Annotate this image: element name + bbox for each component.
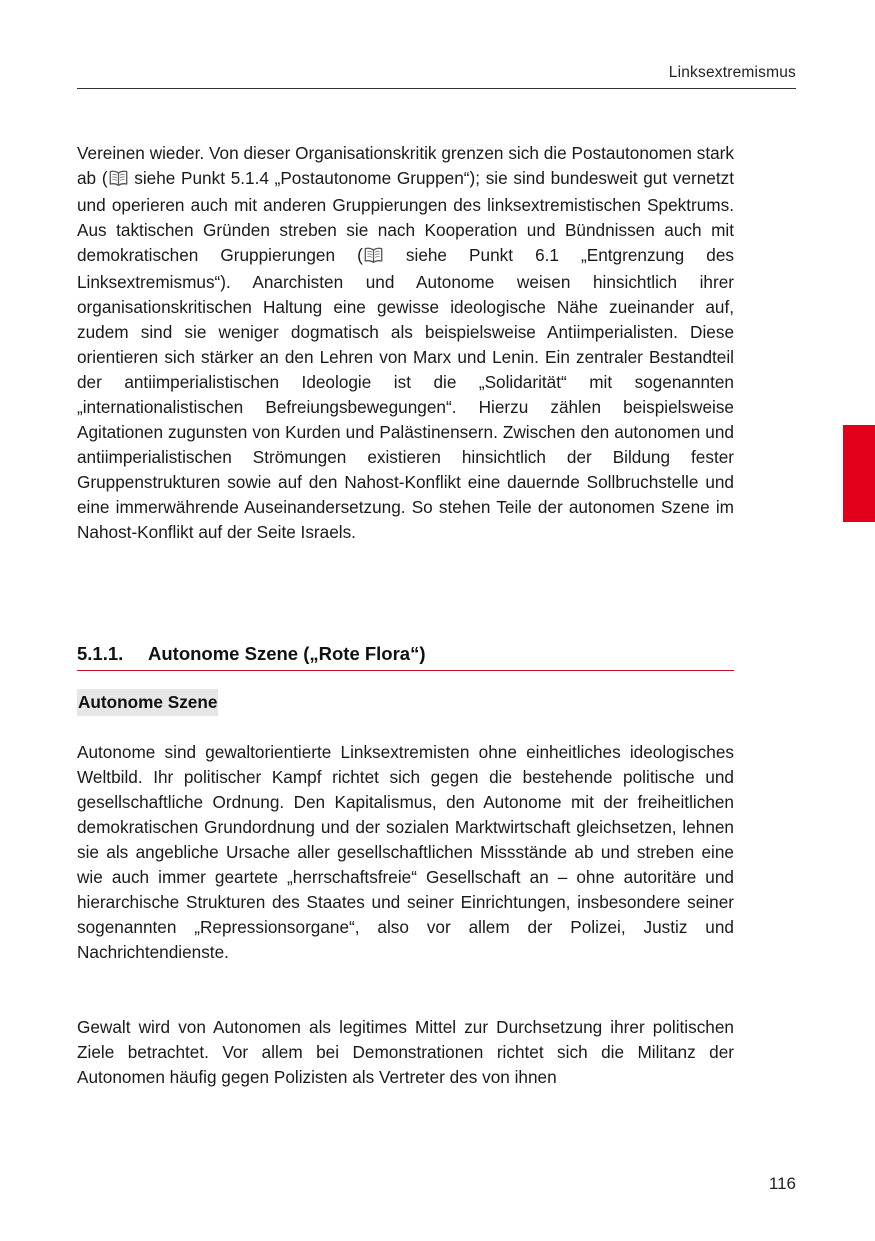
paragraph-gewalt-text: Gewalt wird von Autonomen als legitimes Mittel zur Durchsetzung ihrer politischen Ziele betrachtet. Vor allem bei Demonstrationen richtet sich die Militanz der Autonomen häufig gegen Polizisten als Vertreter des von ihnen [77, 1017, 734, 1087]
intro-text-ref1: siehe Punkt 5.1.4 „Postautonome Gruppen“); sie sind bundesweit gut vernetzt und operieren auch mit anderen Gruppierungen des linksextremistischen Spektrums. Aus taktischen Gründen streben sie nach Kooperation und Bündnissen auch mit demokratischen Gruppierungen ( [77, 168, 734, 265]
book-icon[interactable] [109, 168, 128, 193]
section-title: Autonome Szene („Rote Flora“) [148, 643, 426, 664]
intro-text-part1: Vereinen wieder. Von dieser Organisationskritik grenzen sich die Postautonomen stark ab ( [77, 143, 734, 188]
intro-paragraph [77, 141, 734, 545]
subheading: Autonome Szene [77, 689, 218, 716]
header-rule [77, 88, 796, 89]
paragraph-autonome-text: Autonome sind gewaltorientierte Linksextremisten ohne einheitliches ideologisches Weltbild. Ihr politischer Kampf richtet sich gegen die bestehende politische und gesellschaftliche Ordnung. Den Kapitalismus, den Autonome mit der freiheitlichen demokratischen Grundordnung und der sozialen Marktwirtschaft gleichsetzen, lehnen sie als angebliche Ursache aller gesellschaftlichen Missstände ab und streben eine wie auch immer geartete „herrschaftsfreie“ Gesellschaft an – ohne autoritäre und hierarchische Strukturen des Staates und seiner Einrichtungen, insbesondere seiner sogenannten „Repressionsorgane“, also vor allem der Polizei, Justiz und Nachrichtendienste. [77, 742, 734, 962]
page-number: 116 [768, 1174, 796, 1193]
paragraph-autonome [77, 740, 734, 965]
running-head: Linksextremismus [668, 64, 796, 81]
section-number: 5.1.1. [77, 643, 124, 664]
intro-text-ref2: siehe Punkt 6.1 „Entgrenzung des Linksextremismus“). Anarchisten und Autonome weisen hinsichtlich ihrer organisationskritischen Haltung eine gewisse ideologische Nähe zueinander auf, zudem sind sie weniger dogmatisch als beispielsweise Antiimperialisten. Diese orientieren sich stärker an den Lehren von Marx und Lenin. Ein zentraler Bestandteil der antiimperialistischen Ideologie ist die „Solidarität“ mit sogenannten „internationalistischen Befreiungsbewegungen“. Hierzu zählen beispielsweise Agitationen zugunsten von Kurden und Palästinensern. Zwischen den autonomen und antiimperialistischen Strömungen existieren hinsichtlich der Bildung fester Gruppenstrukturen sowie auf den Nahost-Konflikt eine dauernde Sollbruchstelle und eine immerwährende Auseinandersetzung. So stehen Teile der autonomen Szene im Nahost-Konflikt auf der Seite Israels. [77, 245, 734, 542]
section-rule [77, 670, 734, 671]
chapter-thumb-tab [843, 425, 875, 522]
book-icon[interactable] [364, 245, 383, 270]
section-heading [77, 641, 734, 667]
paragraph-gewalt [77, 1015, 734, 1090]
